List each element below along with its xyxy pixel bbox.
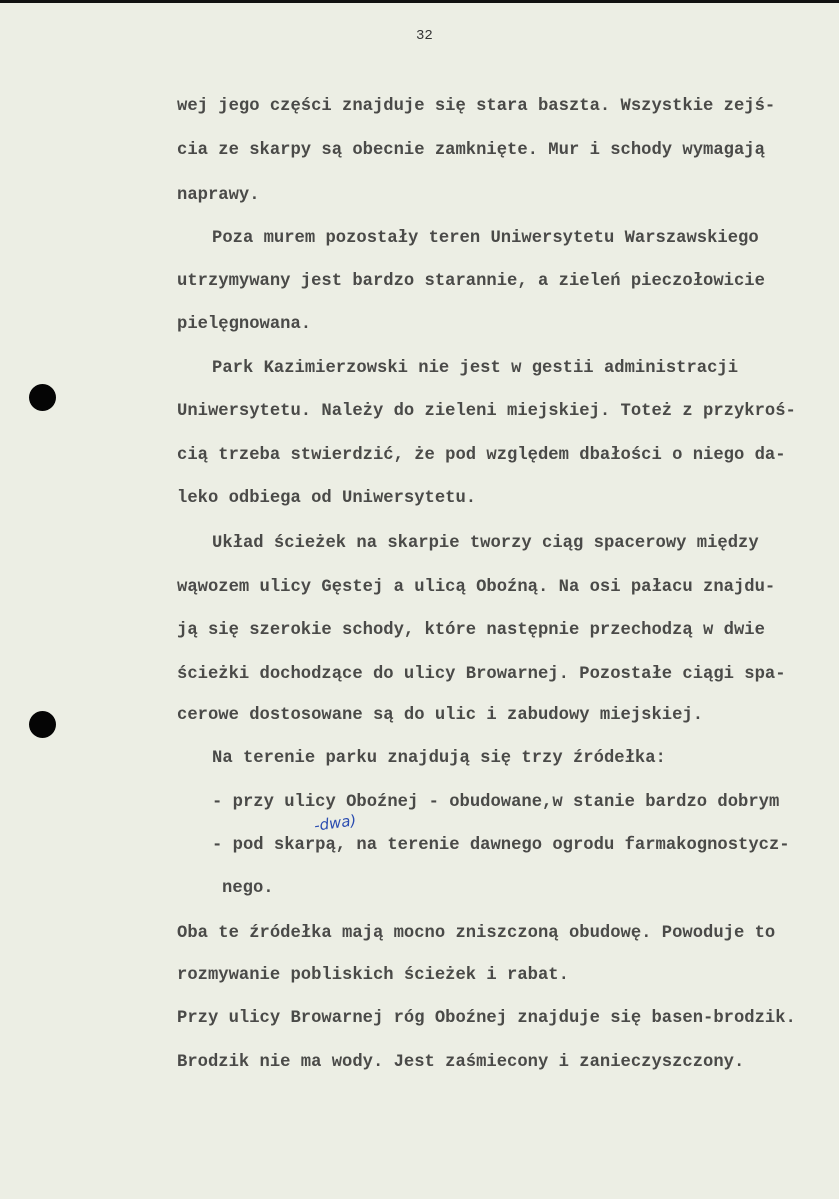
- text-line: naprawy.: [177, 186, 260, 205]
- list-item: - przy ulicy Oboźnej - obudowane,w stanie bardzo dobrym: [212, 793, 780, 812]
- text-line: wej jego części znajduje się stara baszta. Wszystkie zejś-: [177, 97, 776, 116]
- text-line: Przy ulicy Browarnej róg Oboźnej znajduje się basen-brodzik.: [177, 1009, 796, 1028]
- text-line: Oba te źródełka mają mocno zniszczoną obudowę. Powoduje to: [177, 924, 776, 943]
- punch-hole: [29, 711, 56, 738]
- text-line: Układ ścieżek na skarpie tworzy ciąg spacerowy między: [212, 534, 759, 553]
- list-item: - pod skarpą, na terenie dawnego ogrodu farmakognostycz-: [212, 836, 790, 855]
- text-line: utrzymywany jest bardzo starannie, a zieleń pieczołowicie: [177, 272, 765, 291]
- text-line: Brodzik nie ma wody. Jest zaśmiecony i zanieczyszczony.: [177, 1053, 745, 1072]
- punch-hole: [29, 384, 56, 411]
- text-line: wąwozem ulicy Gęstej a ulicą Oboźną. Na osi pałacu znajdu-: [177, 578, 776, 597]
- text-line: nego.: [222, 879, 274, 898]
- text-line: ścieżki dochodzące do ulicy Browarnej. Pozostałe ciągi spa-: [177, 665, 786, 684]
- text-line: pielęgnowana.: [177, 315, 312, 334]
- text-line: Park Kazimierzowski nie jest w gestii administracji: [212, 359, 739, 378]
- text-line: cia ze skarpy są obecnie zamknięte. Mur i schody wymagają: [177, 141, 765, 160]
- text-line: cerowe dostosowane są do ulic i zabudowy miejskiej.: [177, 706, 704, 725]
- text-line: Uniwersytetu. Należy do zieleni miejskiej. Toteż z przykroś-: [177, 402, 796, 421]
- handwritten-annotation: -dwa): [312, 811, 358, 835]
- text-line: Poza murem pozostały teren Uniwersytetu Warszawskiego: [212, 229, 759, 248]
- text-line: leko odbiega od Uniwersytetu.: [177, 489, 477, 508]
- page-number: 32: [416, 28, 433, 44]
- scan-top-edge: [0, 0, 839, 3]
- text-line: rozmywanie pobliskich ścieżek i rabat.: [177, 966, 569, 985]
- text-line: cią trzeba stwierdzić, że pod względem dbałości o niego da-: [177, 446, 786, 465]
- text-line: ją się szerokie schody, które następnie przechodzą w dwie: [177, 621, 765, 640]
- text-line: Na terenie parku znajdują się trzy źródełka:: [212, 749, 666, 768]
